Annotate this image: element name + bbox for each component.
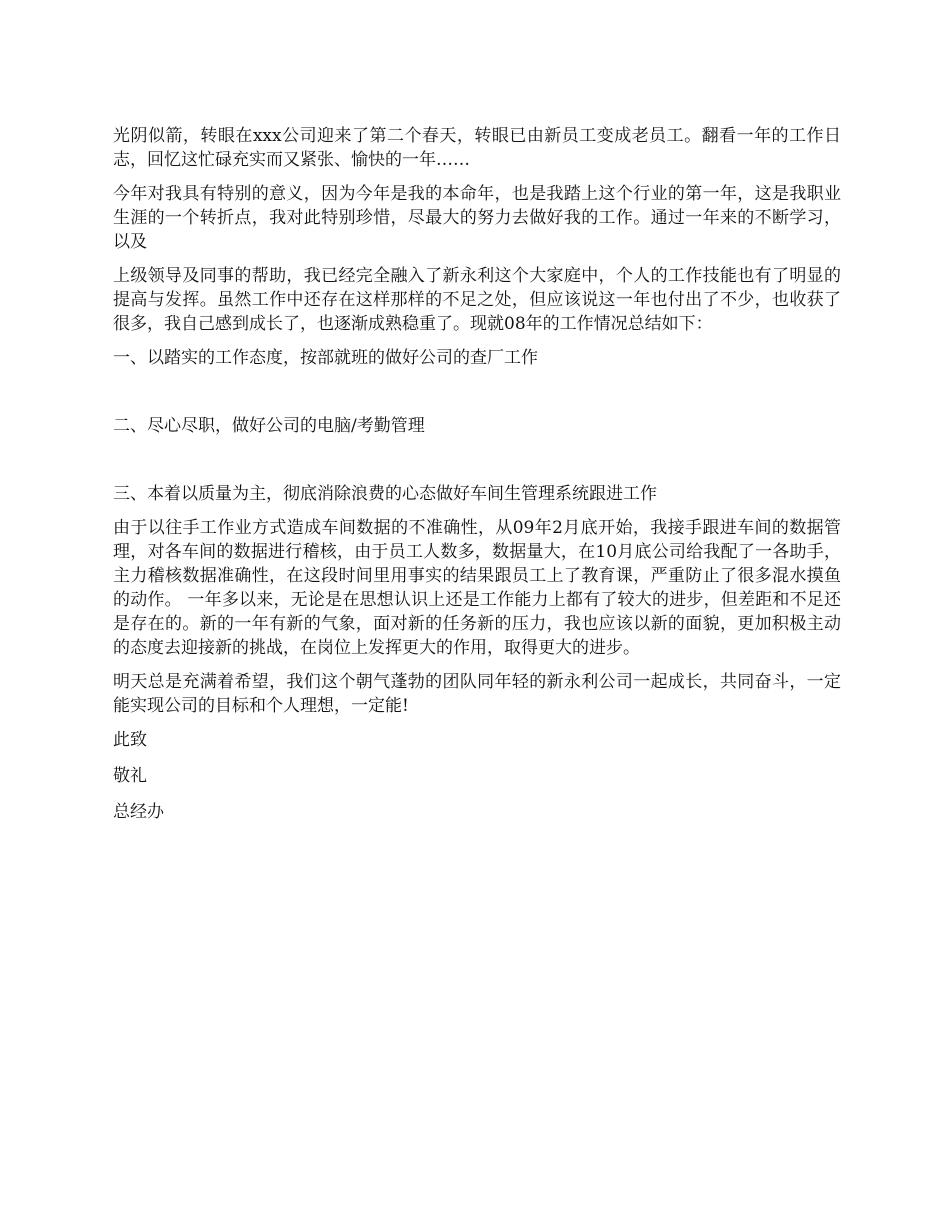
data-management-paragraph: 由于以往手工作业方式造成车间数据的不准确性，从09年2月底开始，我接手跟进车间的数据管理，对各车间的数据进行稽核，由于员工人数多，数据量大，在10月底公司给我配了一各助手，主力稽核数据准确性，在这段时间里用事实的结果跟员工上了教育课，严重防止了很多混水摸鱼的动作。 一年多以来，无论是在思想认识上还是工作能力上都有了较大的进步，但差距和不足还是存在的。新的一年有新的气象，面对新的任务新的压力，我也应该以新的面貌，更加积极主动的态度去迎接新的挑战，在岗位上发挥更大的作用，取得更大的进步。	[113, 518, 841, 658]
closing-regards: 敬礼	[113, 766, 147, 786]
outlook-paragraph: 明天总是充满着希望，我们这个朝气蓬勃的团队同年轻的新永利公司一起成长，共同奋斗，一定能实现公司的目标和个人理想，一定能!	[113, 672, 841, 716]
signature-department: 总经办	[113, 802, 164, 822]
section-heading-1: 一、以踏实的工作态度，按部就班的做好公司的查厂工作	[113, 348, 538, 368]
significance-paragraph: 今年对我具有特别的意义，因为今年是我的本命年，也是我踏上这个行业的第一年，这是我职业生涯的一个转折点，我对此特别珍惜，尽最大的努力去做好我的工作。通过一年来的不断学习，以及	[113, 184, 841, 252]
summary-intro-paragraph: 上级领导及同事的帮助，我已经完全融入了新永利这个大家庭中，个人的工作技能也有了明显的提高与发挥。虽然工作中还存在这样那样的不足之处，但应该说这一年也付出了不少，也收获了很多，我自己感到成长了，也逐渐成熟稳重了。现就08年的工作情况总结如下：	[113, 266, 841, 334]
intro-paragraph: 光阴似箭，转眼在xxx公司迎来了第二个春天，转眼已由新员工变成老员工。翻看一年的工作日志，回忆这忙碌充实而又紧张、愉快的一年……	[113, 126, 841, 170]
document-page	[113, 124, 841, 836]
section-heading-2: 二、尽心尽职，做好公司的电脑/考勤管理	[113, 416, 425, 436]
section-heading-3: 三、本着以质量为主，彻底消除浪费的心态做好车间生管理系统跟进工作	[113, 484, 657, 504]
closing-salutation: 此致	[113, 730, 147, 750]
